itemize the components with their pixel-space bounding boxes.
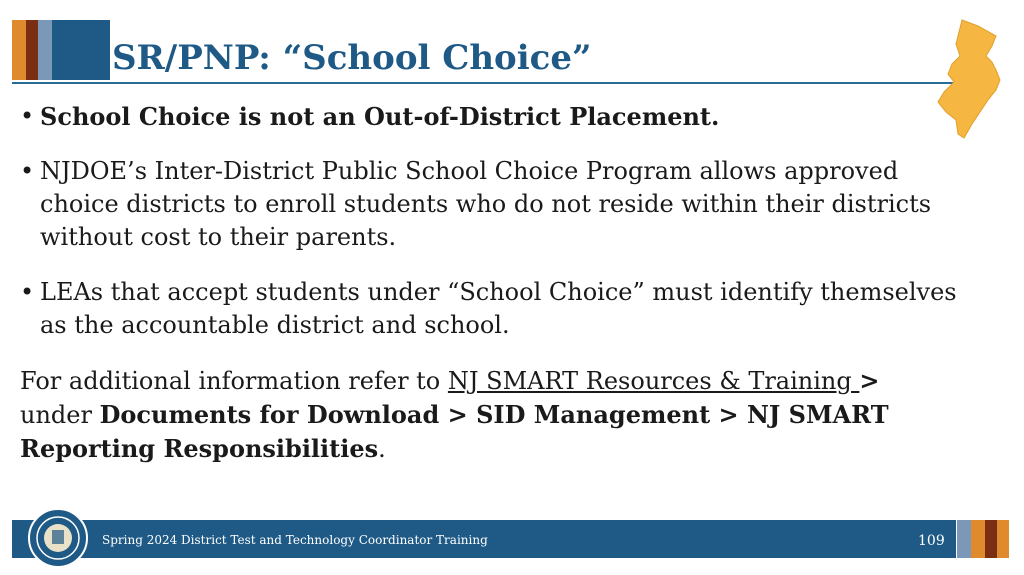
title-divider [12, 82, 960, 84]
bullet-text: School Choice is not an Out-of-District Placement. [40, 102, 720, 131]
accent-bar-light-blue [38, 20, 52, 80]
page-number: 109 [918, 533, 945, 549]
info-lead: For additional information refer to [20, 367, 448, 395]
info-under: under [20, 401, 100, 429]
bullet-2 [20, 155, 960, 254]
bullet-1 [20, 100, 960, 133]
bullet-text: NJDOE’s Inter-District Public School Choice Program allows approved choice districts to enroll students who do not reside within their districts without cost to their parents. [40, 157, 932, 251]
accent-bar-light-blue [957, 520, 971, 558]
info-period: . [378, 435, 386, 463]
bullet-3 [20, 276, 960, 342]
accent-bar-blue [52, 20, 110, 80]
bullet-text: LEAs that accept students under “School Choice” must identify themselves as the accountable district and school. [40, 278, 957, 339]
resources-training-link[interactable]: NJ SMART Resources & Training [447, 367, 860, 395]
title-accent-bars [12, 20, 110, 80]
slide-content [20, 100, 960, 466]
accent-bar-brown [985, 520, 997, 558]
accent-bar-orange [997, 520, 1009, 558]
accent-bar-orange [971, 520, 985, 558]
footer-accent-bars [957, 520, 1009, 558]
footer-text: Spring 2024 District Test and Technology Coordinator Training [102, 533, 488, 547]
nj-department-of-education-seal [18, 508, 96, 568]
download-path: Documents for Download > SID Management > NJ SMART Reporting Responsibilities [20, 400, 889, 463]
info-arrow: > [859, 366, 880, 395]
bullet-marker: • [20, 102, 35, 130]
slide-title: SR/PNP: “School Choice” [112, 38, 592, 78]
bullet-marker: • [20, 157, 35, 185]
accent-bar-orange [12, 20, 26, 80]
bullet-marker: • [20, 278, 35, 306]
accent-bar-brown [26, 20, 38, 80]
additional-info [20, 364, 960, 466]
